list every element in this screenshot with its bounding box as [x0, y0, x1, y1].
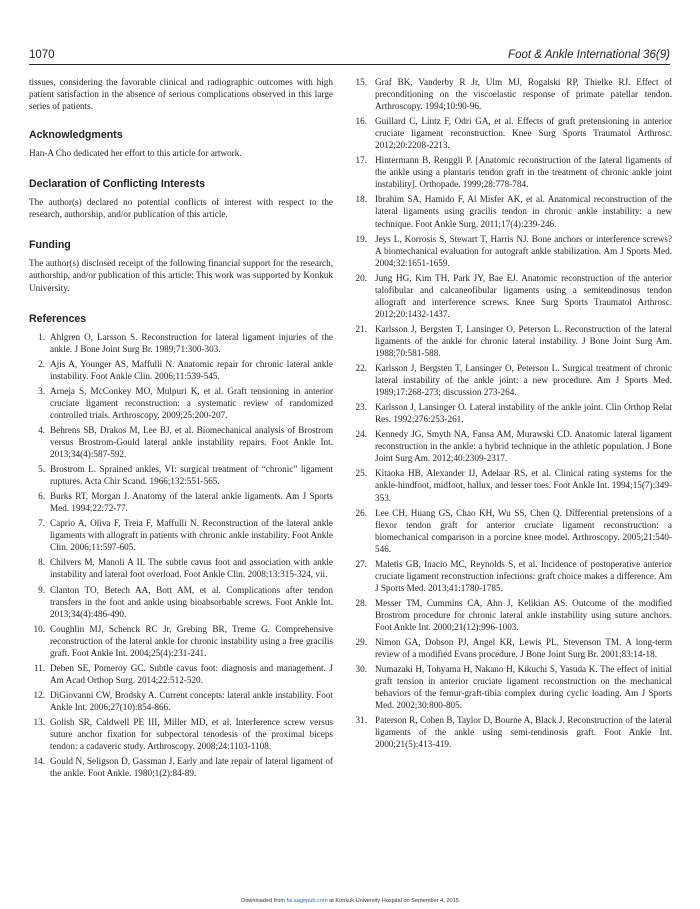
- reference-item: [29, 331, 333, 355]
- reference-item: [353, 636, 672, 660]
- reference-text: Ajis A, Younger AS, Maffulli N. Anatomic repair for chronic lateral ankle instability. Foot Ankle Clin. 2006;11:539-545.: [50, 358, 333, 381]
- reference-number: 9.: [38, 584, 45, 595]
- reference-number: 19.: [355, 233, 367, 244]
- acknowledgments-heading: Acknowledgments: [29, 129, 123, 142]
- footer-prefix: Downloaded from: [241, 898, 287, 904]
- reference-number: 27.: [355, 558, 367, 569]
- reference-item: [29, 584, 333, 620]
- reference-list-right: [353, 76, 672, 750]
- reference-text: Numazaki H, Tohyama H, Nakano H, Kikuchi S, Yasuda K. The effect of initial graft tension in anterior cruciate ligament reconstruction on the mechanical behaviors of the femur-graft-tibia complex during cyclic loading. Am J Sports Med. 2002;30:800-805.: [375, 664, 672, 711]
- reference-number: 22.: [355, 363, 367, 374]
- references-heading: References: [29, 312, 87, 325]
- reference-text: Clanton TO, Betech AA, Bott AM, et al. Complications after tendon transfers in the foot and ankle using bioabsorbable screws. Foot Ankle Int. 2013;34(4):486-490.: [50, 584, 333, 619]
- reference-text: Coughlin MJ, Schenck RC Jr, Grebing BR, Treme G. Comprehensive reconstruction of the lateral ankle for chronic instability using a free gracilis graft. Foot Ankle Int. 2004;25(4):231-241.: [50, 623, 333, 658]
- reference-number: 4.: [38, 424, 45, 435]
- reference-item: [29, 490, 333, 514]
- reference-item: [353, 428, 672, 464]
- reference-item: [353, 193, 672, 229]
- reference-item: [353, 323, 672, 359]
- footer-suffix: at Konkuk University Hospital on September 4, 2015: [327, 898, 459, 904]
- download-footer: [0, 898, 700, 904]
- reference-text: DiGiovanni CW, Brodsky A. Current concepts: lateral ankle instability. Foot Ankle Int. 2006;27(10):854-866.: [50, 689, 333, 712]
- reference-number: 5.: [38, 464, 45, 475]
- reference-item: [353, 233, 672, 269]
- reference-item: [29, 623, 333, 659]
- reference-number: 1.: [38, 331, 45, 342]
- footer-link[interactable]: fai.sagepub.com: [286, 898, 328, 904]
- reference-number: 17.: [355, 155, 367, 166]
- reference-number: 7.: [38, 518, 45, 529]
- reference-number: 2.: [38, 358, 45, 369]
- page-header: [29, 46, 670, 65]
- reference-item: [353, 362, 672, 398]
- reference-item: [353, 401, 672, 425]
- reference-text: Paterson R, Cohen B, Taylor D, Bourne A, Black J. Reconstruction of the lateral ligaments of the ankle using semi-tendinosis graft. Foot Ankle Int. 2000;21(5):413-419.: [375, 715, 672, 750]
- reference-list-left: [29, 331, 333, 780]
- reference-number: 13.: [33, 716, 45, 727]
- reference-number: 11.: [33, 662, 45, 673]
- reference-text: Burks RT, Morgan J. Anatomy of the lateral ankle ligaments. Am J Sports Med. 1994;22:72-77.: [50, 491, 333, 514]
- reference-text: Guillard C, Lintz F, Odri GA, et al. Effects of graft pretensioning in anterior cruciate ligament reconstruction. Knee Surg Sports Traumatol Arthrosc. 2012;20:2208-2213.: [375, 116, 672, 151]
- conflicts-heading: Declaration of Conflicting Interests: [29, 178, 205, 191]
- reference-number: 6.: [38, 491, 45, 502]
- reference-text: Golish SR, Caldwell PE III, Miller MD, et al. Interference screw versus suture anchor fixation for subpectoral tenodesis of the proximal biceps tendon: a cadaveric study. Arthroscopy. 2008;24:1103-1108.: [50, 716, 333, 752]
- reference-text: Behrens SB, Drakos M, Lee BJ, et al. Biomechanical analysis of Brostrom versus Brostrom-Gould lateral ankle instability repairs. Foot Ankle Int. 2013;34(4):587-592.: [50, 424, 333, 460]
- reference-item: [29, 358, 333, 382]
- reference-number: 31.: [355, 715, 367, 726]
- reference-item: [353, 663, 672, 711]
- reference-number: 21.: [355, 323, 367, 334]
- reference-number: 24.: [355, 429, 367, 440]
- reference-text: Caprio A, Oliva F, Treia F, Maffulli N. Reconstruction of the lateral ankle ligaments with allograft in patients with chronic ankle instability. Foot Ankle Clin. 2006;11:597-605.: [50, 518, 333, 553]
- reference-text: Gould N, Seligson D, Gassman J. Early and late repair of lateral ligament of the ankle. Foot Ankle. 1980;1(2):84-89.: [50, 756, 333, 779]
- reference-number: 14.: [33, 756, 45, 767]
- reference-item: [29, 424, 333, 460]
- reference-text: Karlsson J, Bergsten T, Lansinger O, Peterson L. Reconstruction of the lateral ligaments of the ankle for chronic lateral instability. J Bone Joint Surg Am. 1988;70:581-588.: [375, 323, 672, 358]
- funding-heading: Funding: [29, 239, 71, 252]
- reference-item: [29, 662, 333, 686]
- reference-text: Hintermann B, Renggli P. [Anatomic reconstruction of the lateral ligaments of the ankle using a plantaris tendon graft in the treatment of chronic ankle joint instability]. Orthopade. 1999;28:778-784.: [375, 155, 672, 190]
- reference-text: Kitaoka HB, Alexander IJ, Adelaar RS, et al. Clinical rating systems for the ankle-hindfoot, midfoot, hallux, and lesser toes. Foot Ankle Int. 1994;15(7):349-353.: [375, 468, 672, 503]
- reference-number: 26.: [355, 507, 367, 518]
- right-column: [353, 76, 672, 753]
- reference-number: 30.: [355, 664, 367, 675]
- reference-item: [29, 385, 333, 421]
- reference-item: [29, 517, 333, 553]
- conflicts-text: The author(s) declared no potential conflicts of interest with respect to the research, authorship, and/or publication of this article.: [29, 197, 333, 220]
- reference-text: Chilvers M, Manoli A II. The subtle cavus foot and association with ankle instability and lateral foot overload. Foot Ankle Clin. 2008;13:315-324, vii.: [50, 557, 333, 580]
- reference-text: Maletis GB, Inacio MC, Reynolds S, et al. Incidence of postoperative anterior cruciate ligament reconstruction infections: graft choice makes a difference. Am J Sports Med. 2013;41:1780-1785.: [375, 558, 672, 593]
- reference-item: [29, 556, 333, 580]
- reference-text: Jeys L, Korrosis S, Stewart T, Harris NJ. Bone anchors or interference screws? A biomechanical evaluation for autograft ankle stabilization. Am J Sports Med. 2004;32:1651-1659.: [375, 233, 672, 268]
- reference-text: Ibrahim SA, Hamido F, Al Misfer AK, et al. Anatomical reconstruction of the lateral ligaments using gracilis tendon in chronic ankle instability: a new technique. Foot Ankle Surg. 2011;17(4):239-246.: [375, 194, 672, 229]
- reference-text: Lee CH, Huang GS, Chao KH, Wu SS, Chen Q. Differential pretensions of a flexor tendon graft for anterior cruciate ligament reconstruction: a biomechanical comparison in a porcine knee model. Arthroscopy. 2005;21:540-546.: [375, 507, 672, 554]
- reference-text: Karlsson J, Bergsten T, Lansinger O, Peterson L. Surgical treatment of chronic lateral instability of the ankle joint: a new procedure. Am J Sports Med. 1989;17:268-273; discussion 273-264.: [375, 363, 672, 398]
- reference-text: Jung HG, Kim TH, Park JY, Bae EJ. Anatomic reconstruction of the anterior talofibular and calcaneofibular ligaments using a semitendinosus tendon allograft and interference screws. Knee Surg Sports Traumatol Arthrosc. 2012;20:1432-1437.: [375, 272, 672, 319]
- journal-title: Foot & Ankle International 36(9): [508, 49, 670, 61]
- intro-paragraph: tissues, considering the favorable clinical and radiographic outcomes with high patient satisfaction in the absence of serious complications observed in this large series of patients.: [29, 77, 333, 112]
- reference-text: Kennedy JG, Smyth NA, Fansa AM, Murawski CD. Anatomic lateral ligament reconstruction in the ankle: a hybrid technique in the athletic population. J Bone Joint Surg Am. 2012;40:2309-2317.: [375, 429, 672, 464]
- reference-text: Messer TM, Cummins CA, Ahn J, Kelikian AS. Outcome of the modified Brostrom procedure for chronic lateral ankle instability using suture anchors. Foot Ankle Int. 2000;21(12):996-1003.: [375, 597, 672, 632]
- reference-item: [353, 272, 672, 320]
- reference-item: [353, 76, 672, 112]
- reference-number: 25.: [355, 468, 367, 479]
- funding-text: The author(s) disclosed receipt of the following financial support for the research, authorship, and/or publication of this article: This work was supported by Konkuk University.: [29, 258, 333, 293]
- reference-number: 3.: [38, 385, 45, 396]
- reference-item: [353, 597, 672, 633]
- reference-number: 23.: [355, 402, 367, 413]
- reference-number: 10.: [33, 623, 45, 634]
- reference-text: Deben SE, Pomeroy GC. Subtle cavus foot: diagnosis and management. J Am Acad Orthop Surg. 2014;22:512-520.: [50, 662, 333, 685]
- reference-number: 16.: [355, 116, 367, 127]
- reference-item: [29, 755, 333, 779]
- reference-number: 18.: [355, 194, 367, 205]
- reference-number: 15.: [355, 77, 367, 87]
- reference-item: [353, 507, 672, 555]
- reference-item: [29, 689, 333, 713]
- reference-text: Arneja S, McConkey MO, Mulpuri K, et al. Graft tensioning in anterior cruciate ligament reconstruction: a systematic review of randomized controlled trials. Arthroscopy. 2009;25:200-207.: [50, 385, 333, 420]
- reference-item: [29, 463, 333, 487]
- reference-item: [353, 714, 672, 750]
- reference-number: 20.: [355, 272, 367, 283]
- reference-text: Ahlgren O, Larsson S. Reconstruction for lateral ligament injuries of the ankle. J Bone Joint Surg Br. 1989;71:300-303.: [50, 331, 333, 354]
- reference-number: 28.: [355, 597, 367, 608]
- reference-text: Nimon GA, Dobson PJ, Angel KR, Lewis PL, Stevenson TM. A long-term review of a modified Evans procedure. J Bone Joint Surg Br. 2001;83:14-18.: [375, 637, 672, 660]
- left-column: [29, 76, 333, 782]
- reference-item: [353, 558, 672, 594]
- reference-number: 29.: [355, 637, 367, 648]
- reference-item: [29, 716, 333, 752]
- reference-item: [353, 154, 672, 190]
- reference-text: Graf BK, Vanderby R Jr, Ulm MJ, Rogalski RP, Thielke RJ. Effect of preconditioning on the viscoelastic response of primate patellar tendon. Arthroscopy. 1994;10:90-96.: [375, 77, 672, 112]
- reference-number: 8.: [38, 557, 45, 568]
- reference-text: Karlsson J, Lansinger O. Lateral instability of the ankle joint. Clin Orthop Relat Res. 1992;276:253-261.: [375, 402, 672, 425]
- reference-number: 12.: [33, 689, 45, 700]
- page-number: 1070: [29, 49, 55, 61]
- reference-text: Brostrom L. Sprained ankles, VI: surgical treatment of “chronic” ligament ruptures. Acta Chir Scand. 1966;132:551-565.: [50, 464, 333, 487]
- reference-item: [353, 467, 672, 503]
- reference-item: [353, 115, 672, 151]
- acknowledgments-text: Han-A Cho dedicated her effort to this article for artwork.: [29, 148, 242, 159]
